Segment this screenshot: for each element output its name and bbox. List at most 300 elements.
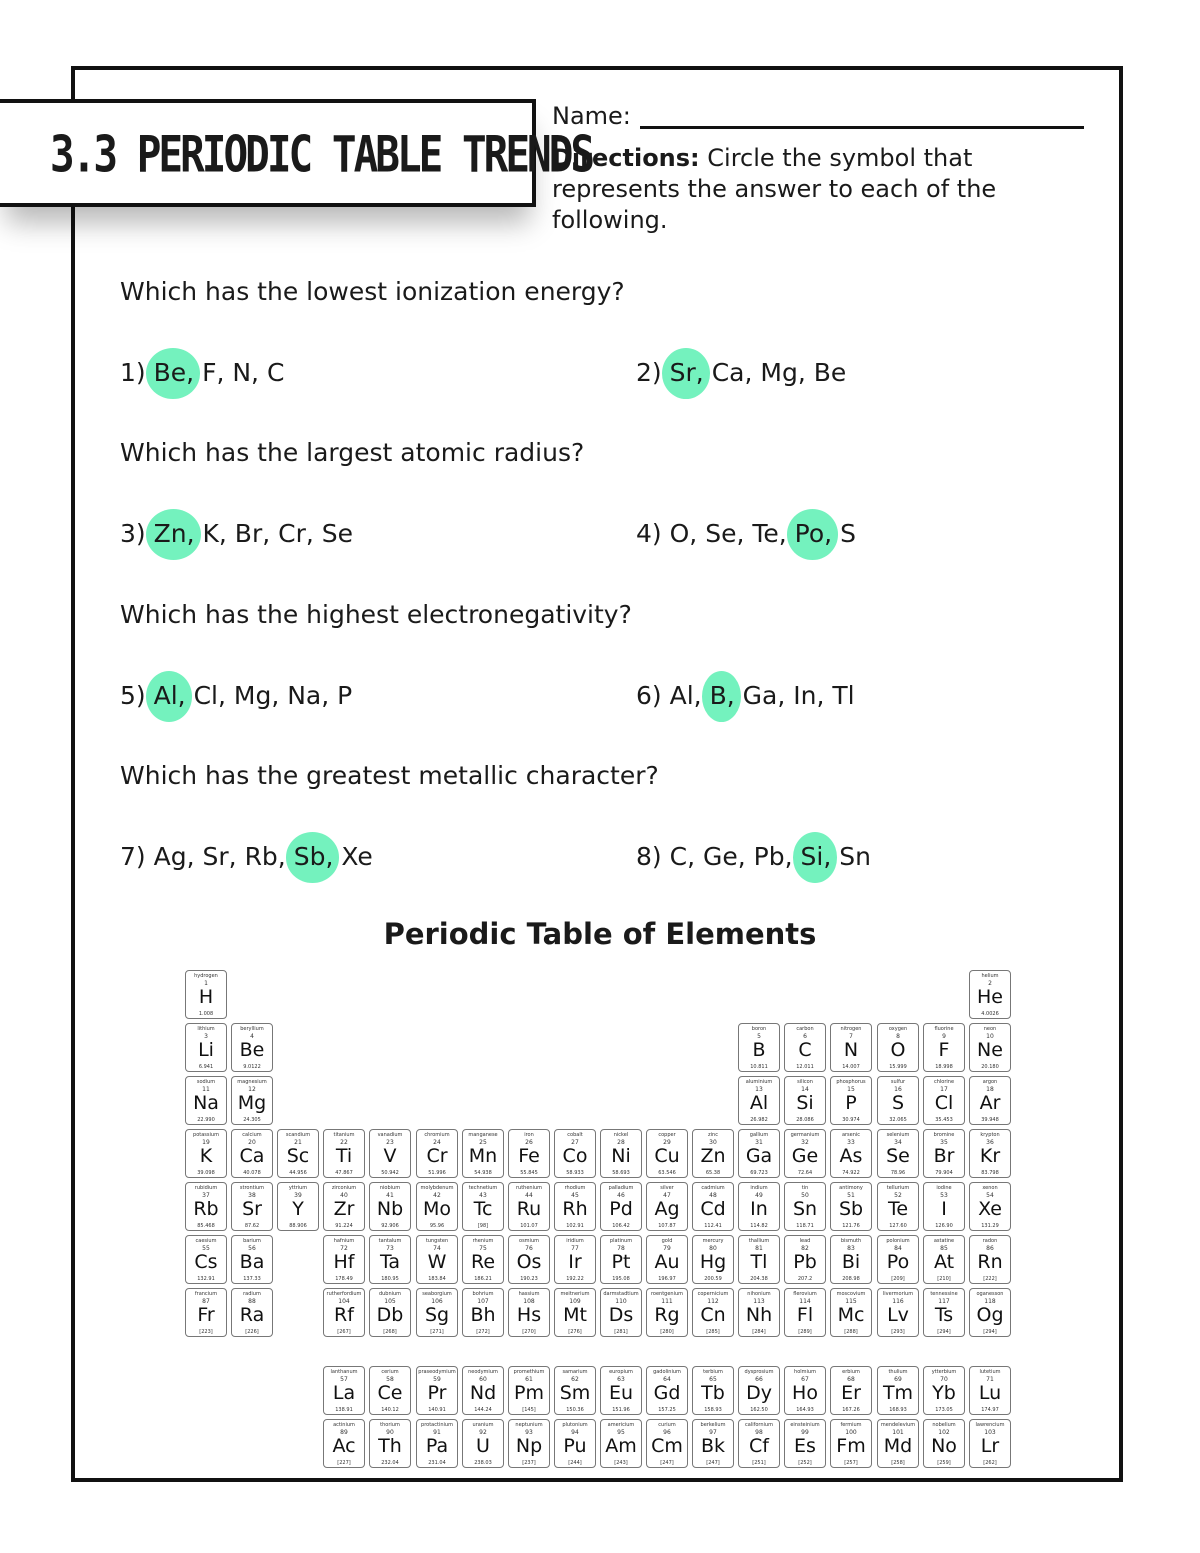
answer-option[interactable] (793, 681, 824, 710)
atomic-mass: 72.64 (797, 1170, 813, 1176)
atomic-number: 18 (986, 1086, 994, 1093)
atomic-number: 90 (386, 1429, 394, 1436)
element-name: scandium (285, 1132, 311, 1138)
element-cell (923, 1182, 965, 1231)
question-text: Which has the highest electronegativity? (120, 600, 632, 629)
element-name: rhodium (564, 1185, 586, 1191)
atomic-mass: 157.25 (658, 1407, 676, 1413)
answer-option[interactable] (294, 842, 334, 871)
element-name: nihonium (747, 1291, 771, 1297)
element-cell (969, 1023, 1011, 1072)
atomic-number: 20 (248, 1139, 256, 1146)
atomic-mass: [276] (568, 1329, 582, 1335)
atomic-number: 24 (433, 1139, 441, 1146)
element-cell (369, 1366, 411, 1415)
element-cell (600, 1419, 642, 1468)
element-name: tennessine (930, 1291, 958, 1297)
element-name: hassium (518, 1291, 540, 1297)
option-label: Ca, (711, 358, 753, 387)
element-cell (416, 1366, 458, 1415)
answer-option[interactable] (743, 681, 786, 710)
option-label: Ge, (702, 842, 746, 871)
element-cell (508, 1182, 550, 1231)
element-name: tantalum (378, 1238, 402, 1244)
element-symbol: Md (883, 1435, 913, 1457)
element-name: hydrogen (194, 973, 218, 979)
answer-option[interactable] (754, 842, 793, 871)
element-symbol: Bh (470, 1304, 496, 1326)
answer-option[interactable] (703, 842, 746, 871)
atomic-number: 35 (940, 1139, 948, 1146)
atomic-mass: 140.12 (381, 1407, 399, 1413)
answer-choices (636, 842, 871, 871)
element-name: nitrogen (840, 1026, 862, 1032)
element-cell (462, 1129, 504, 1178)
answer-option[interactable] (712, 358, 753, 387)
answer-option[interactable] (245, 842, 286, 871)
element-cell (554, 1235, 596, 1284)
atomic-mass: [257] (844, 1460, 858, 1466)
element-name: nobelium (932, 1422, 956, 1428)
atomic-number: 118 (984, 1298, 996, 1305)
answer-option[interactable] (232, 358, 259, 387)
atomic-mass: 22.990 (197, 1117, 215, 1123)
element-name: silicon (797, 1079, 813, 1085)
answer-option[interactable] (710, 681, 735, 710)
element-name: barium (243, 1238, 261, 1244)
element-symbol: Cr (426, 1145, 448, 1167)
atomic-mass: 238.03 (474, 1460, 492, 1466)
atomic-number: 116 (892, 1298, 904, 1305)
question-number: 5) (120, 681, 146, 710)
element-cell (231, 1288, 273, 1337)
periodic-table-title: Periodic Table of Elements (383, 917, 817, 951)
atomic-number: 74 (433, 1245, 441, 1252)
atomic-mass: 231.04 (428, 1460, 446, 1466)
atomic-number: 15 (847, 1086, 855, 1093)
element-name: flerovium (793, 1291, 817, 1297)
element-name: chromium (424, 1132, 450, 1138)
atomic-number: 2 (988, 980, 992, 987)
atomic-mass: 14.007 (842, 1064, 860, 1070)
answer-option[interactable] (670, 842, 695, 871)
element-name: zinc (708, 1132, 718, 1138)
element-name: bohrium (472, 1291, 494, 1297)
answer-option[interactable] (670, 358, 704, 387)
element-symbol: Lv (887, 1304, 909, 1326)
element-symbol: Cf (749, 1435, 769, 1457)
atomic-number: 41 (386, 1192, 394, 1199)
answer-option[interactable] (194, 681, 226, 710)
directions (552, 143, 1072, 236)
atomic-mass: [252] (798, 1460, 812, 1466)
answer-option[interactable] (801, 842, 832, 871)
element-symbol: Nb (376, 1198, 404, 1220)
answer-option[interactable] (203, 842, 237, 871)
element-symbol: Th (378, 1435, 402, 1457)
atomic-number: 48 (709, 1192, 717, 1199)
element-symbol: Ca (239, 1145, 265, 1167)
element-cell (508, 1419, 550, 1468)
atomic-number: 73 (386, 1245, 394, 1252)
atomic-number: 55 (202, 1245, 210, 1252)
atomic-number: 92 (479, 1429, 487, 1436)
atomic-mass: [244] (568, 1460, 582, 1466)
option-label: Be, (153, 358, 195, 387)
element-name: strontium (239, 1185, 265, 1191)
element-symbol: H (198, 986, 214, 1008)
element-name: erbium (842, 1369, 860, 1375)
atomic-number: 38 (248, 1192, 256, 1199)
element-name: tungsten (425, 1238, 449, 1244)
element-name: rhenium (472, 1238, 494, 1244)
atomic-mass: 132.91 (197, 1276, 215, 1282)
atomic-number: 50 (801, 1192, 809, 1199)
atomic-number: 83 (847, 1245, 855, 1252)
answer-option[interactable] (278, 519, 314, 548)
atomic-mass: 10.811 (750, 1064, 768, 1070)
element-cell (830, 1366, 872, 1415)
element-cell (462, 1288, 504, 1337)
element-cell (323, 1235, 365, 1284)
atomic-number: 34 (894, 1139, 902, 1146)
element-symbol: Ac (332, 1435, 356, 1457)
atomic-mass: 1.008 (198, 1011, 214, 1017)
atomic-mass: 65.38 (705, 1170, 721, 1176)
answer-option[interactable] (705, 519, 744, 548)
element-symbol: Co (562, 1145, 588, 1167)
option-label: Te, (752, 519, 787, 548)
answer-option[interactable] (670, 519, 698, 548)
element-symbol: Db (376, 1304, 404, 1326)
element-cell (877, 1129, 919, 1178)
element-symbol: N (843, 1039, 859, 1061)
atomic-mass: 192.22 (566, 1276, 584, 1282)
element-symbol: Gd (653, 1382, 681, 1404)
answer-option[interactable] (154, 681, 186, 710)
atomic-number: 10 (986, 1033, 994, 1040)
element-symbol: Fm (836, 1435, 866, 1457)
element-name: gold (661, 1238, 673, 1244)
element-cell (738, 1419, 780, 1468)
atomic-number: 12 (248, 1086, 256, 1093)
element-name: americium (607, 1422, 635, 1428)
directions-text: Circle the symbol that represents the answer to each of the following. (552, 144, 997, 234)
element-name: holmium (794, 1369, 816, 1375)
element-name: germanium (790, 1132, 820, 1138)
atomic-mass: 39.948 (981, 1117, 999, 1123)
element-symbol: Er (841, 1382, 861, 1404)
question-number: 4) (636, 519, 662, 548)
element-name: radium (243, 1291, 261, 1297)
answer-option[interactable] (341, 842, 372, 871)
element-name: praseodymium (418, 1369, 456, 1375)
answer-option[interactable] (760, 358, 805, 387)
element-name: aluminium (745, 1079, 773, 1085)
element-cell (830, 1023, 872, 1072)
atomic-number: 89 (340, 1429, 348, 1436)
atomic-number: 60 (479, 1376, 487, 1383)
atomic-mass: 180.95 (381, 1276, 399, 1282)
element-name: terbium (703, 1369, 723, 1375)
option-label: Po, (794, 519, 833, 548)
option-label: Ag, (153, 842, 195, 871)
atomic-mass: 88.906 (289, 1223, 307, 1229)
element-cell (231, 1235, 273, 1284)
element-cell (877, 1419, 919, 1468)
atomic-number: 6 (803, 1033, 807, 1040)
element-cell (323, 1366, 365, 1415)
atomic-number: 62 (571, 1376, 579, 1383)
option-label: Br, (234, 519, 271, 548)
element-name: krypton (980, 1132, 1000, 1138)
element-symbol: Ar (979, 1092, 1001, 1114)
answer-option[interactable] (202, 358, 224, 387)
element-name: oxygen (888, 1026, 908, 1032)
element-name: indium (750, 1185, 768, 1191)
element-cell (646, 1129, 688, 1178)
element-name: caesium (195, 1238, 217, 1244)
atomic-number: 87 (202, 1298, 210, 1305)
element-name: actinium (333, 1422, 355, 1428)
answer-option[interactable] (670, 681, 702, 710)
atomic-number: 27 (571, 1139, 579, 1146)
option-label: Sb, (293, 842, 334, 871)
element-cell (784, 1235, 826, 1284)
element-name: curium (658, 1422, 676, 1428)
element-cell (231, 1182, 273, 1231)
atomic-number: 31 (755, 1139, 763, 1146)
atomic-mass: [227] (337, 1460, 351, 1466)
answer-choices (120, 519, 353, 548)
atomic-mass: [271] (430, 1329, 444, 1335)
answer-option[interactable] (832, 681, 854, 710)
element-symbol: Si (796, 1092, 814, 1114)
atomic-mass: 12.011 (796, 1064, 814, 1070)
atomic-number: 43 (479, 1192, 487, 1199)
atomic-number: 93 (525, 1429, 533, 1436)
element-name: platinum (609, 1238, 633, 1244)
element-cell (462, 1419, 504, 1468)
element-symbol: Eu (608, 1382, 634, 1404)
element-cell (784, 1076, 826, 1125)
element-cell (416, 1419, 458, 1468)
element-name: seaborgium (422, 1291, 452, 1297)
atomic-mass: 69.723 (750, 1170, 768, 1176)
element-cell (323, 1288, 365, 1337)
atomic-number: 65 (709, 1376, 717, 1383)
atomic-mass: [237] (522, 1460, 536, 1466)
element-name: gallium (749, 1132, 769, 1138)
atomic-number: 69 (894, 1376, 902, 1383)
element-symbol: Cl (934, 1092, 954, 1114)
atomic-mass: [281] (614, 1329, 628, 1335)
atomic-mass: [288] (844, 1329, 858, 1335)
element-symbol: Cn (700, 1304, 726, 1326)
atomic-number: 104 (338, 1298, 350, 1305)
answer-option[interactable] (203, 519, 227, 548)
element-cell (969, 1129, 1011, 1178)
element-name: lithium (197, 1026, 215, 1032)
atomic-number: 77 (571, 1245, 579, 1252)
element-name: antimony (839, 1185, 863, 1191)
element-symbol: Se (886, 1145, 910, 1167)
atomic-number: 11 (202, 1086, 210, 1093)
atomic-number: 47 (663, 1192, 671, 1199)
element-cell (830, 1419, 872, 1468)
element-symbol: Br (933, 1145, 955, 1167)
element-cell (738, 1235, 780, 1284)
atomic-number: 86 (986, 1245, 994, 1252)
element-cell (923, 1023, 965, 1072)
answer-choices (636, 358, 846, 387)
element-symbol: Hf (333, 1251, 355, 1273)
element-cell (923, 1366, 965, 1415)
element-symbol: Au (654, 1251, 680, 1273)
element-name: sulfur (890, 1079, 906, 1085)
element-symbol: Tc (473, 1198, 493, 1220)
element-cell (692, 1235, 734, 1284)
element-symbol: Dy (746, 1382, 772, 1404)
atomic-number: 102 (938, 1429, 950, 1436)
element-symbol: Tm (882, 1382, 914, 1404)
atomic-mass: 30.974 (842, 1117, 860, 1123)
element-symbol: Rh (562, 1198, 588, 1220)
element-symbol: Sb (838, 1198, 864, 1220)
element-cell (554, 1366, 596, 1415)
answer-option[interactable] (154, 358, 194, 387)
element-symbol: Pm (514, 1382, 544, 1404)
atomic-number: 113 (753, 1298, 765, 1305)
element-symbol: Zr (333, 1198, 355, 1220)
answer-option[interactable] (235, 519, 270, 548)
answer-option[interactable] (267, 358, 284, 387)
element-symbol: Li (198, 1039, 214, 1061)
atomic-number: 46 (617, 1192, 625, 1199)
element-cell (185, 1182, 227, 1231)
element-symbol: Sm (559, 1382, 591, 1404)
element-name: phosphorus (836, 1079, 866, 1085)
atomic-number: 96 (663, 1429, 671, 1436)
element-name: copper (658, 1132, 676, 1138)
element-cell (369, 1129, 411, 1178)
name-field[interactable] (640, 126, 1084, 129)
element-symbol: Tb (701, 1382, 725, 1404)
element-name: manganese (468, 1132, 498, 1138)
element-symbol: Hs (516, 1304, 542, 1326)
option-label: Cl, (193, 681, 226, 710)
atomic-mass: 58.693 (612, 1170, 630, 1176)
element-symbol: Cm (651, 1435, 683, 1457)
answer-choices (636, 681, 855, 710)
element-cell (969, 1288, 1011, 1337)
atomic-number: 117 (938, 1298, 950, 1305)
atomic-mass: [289] (798, 1329, 812, 1335)
element-cell (600, 1235, 642, 1284)
element-symbol: S (891, 1092, 905, 1114)
element-name: yttrium (288, 1185, 308, 1191)
option-label: C, (669, 842, 696, 871)
atomic-mass: [258] (891, 1460, 905, 1466)
answer-option[interactable] (795, 519, 832, 548)
element-cell (784, 1023, 826, 1072)
atomic-number: 78 (617, 1245, 625, 1252)
atomic-mass: 174.97 (981, 1407, 999, 1413)
element-name: beryllium (240, 1026, 264, 1032)
atomic-mass: 167.26 (842, 1407, 860, 1413)
option-label: Rb, (244, 842, 286, 871)
atomic-number: 54 (986, 1192, 994, 1199)
directions-label: Directions: (552, 144, 700, 172)
atomic-number: 61 (525, 1376, 533, 1383)
element-symbol: Kr (979, 1145, 1001, 1167)
atomic-mass: 107.87 (658, 1223, 676, 1229)
element-cell (738, 1076, 780, 1125)
element-symbol: Sg (424, 1304, 450, 1326)
atomic-number: 53 (940, 1192, 948, 1199)
atomic-mass: [293] (891, 1329, 905, 1335)
element-symbol: Ru (516, 1198, 542, 1220)
element-cell (877, 1023, 919, 1072)
answer-option[interactable] (154, 519, 195, 548)
element-name: neptunium (515, 1422, 543, 1428)
element-symbol: Hg (699, 1251, 727, 1273)
atomic-mass: 204.38 (750, 1276, 768, 1282)
option-label: Al, (669, 681, 702, 710)
element-name: radon (982, 1238, 998, 1244)
element-cell (877, 1288, 919, 1337)
answer-option[interactable] (839, 842, 871, 871)
atomic-mass: 112.41 (704, 1223, 722, 1229)
atomic-mass: 44.956 (289, 1170, 307, 1176)
option-label: Sr, (669, 358, 704, 387)
atomic-number: 95 (617, 1429, 625, 1436)
element-name: gadolinium (653, 1369, 681, 1375)
element-cell (784, 1129, 826, 1178)
answer-option[interactable] (322, 519, 353, 548)
atomic-number: 49 (755, 1192, 763, 1199)
element-cell (646, 1288, 688, 1337)
atomic-number: 21 (294, 1139, 302, 1146)
element-symbol: Nd (469, 1382, 497, 1404)
answer-option[interactable] (234, 681, 279, 710)
answer-option[interactable] (337, 681, 352, 710)
element-name: nickel (613, 1132, 629, 1138)
answer-option[interactable] (814, 358, 847, 387)
atomic-number: 37 (202, 1192, 210, 1199)
element-cell (462, 1182, 504, 1231)
atomic-mass: 47.867 (335, 1170, 353, 1176)
answer-option[interactable] (287, 681, 329, 710)
element-cell (830, 1288, 872, 1337)
atomic-mass: [145] (522, 1407, 536, 1413)
answer-option[interactable] (840, 519, 856, 548)
element-symbol: Mc (837, 1304, 865, 1326)
atomic-mass: 208.98 (842, 1276, 860, 1282)
atomic-number: 58 (386, 1376, 394, 1383)
element-cell (185, 1129, 227, 1178)
question-number: 3) (120, 519, 146, 548)
element-cell (185, 1235, 227, 1284)
answer-option[interactable] (154, 842, 195, 871)
element-symbol: Sn (792, 1198, 818, 1220)
atomic-mass: [294] (983, 1329, 997, 1335)
atomic-number: 39 (294, 1192, 302, 1199)
option-label: Sn (839, 842, 871, 871)
atomic-number: 108 (523, 1298, 535, 1305)
element-cell (323, 1182, 365, 1231)
answer-option[interactable] (752, 519, 786, 548)
